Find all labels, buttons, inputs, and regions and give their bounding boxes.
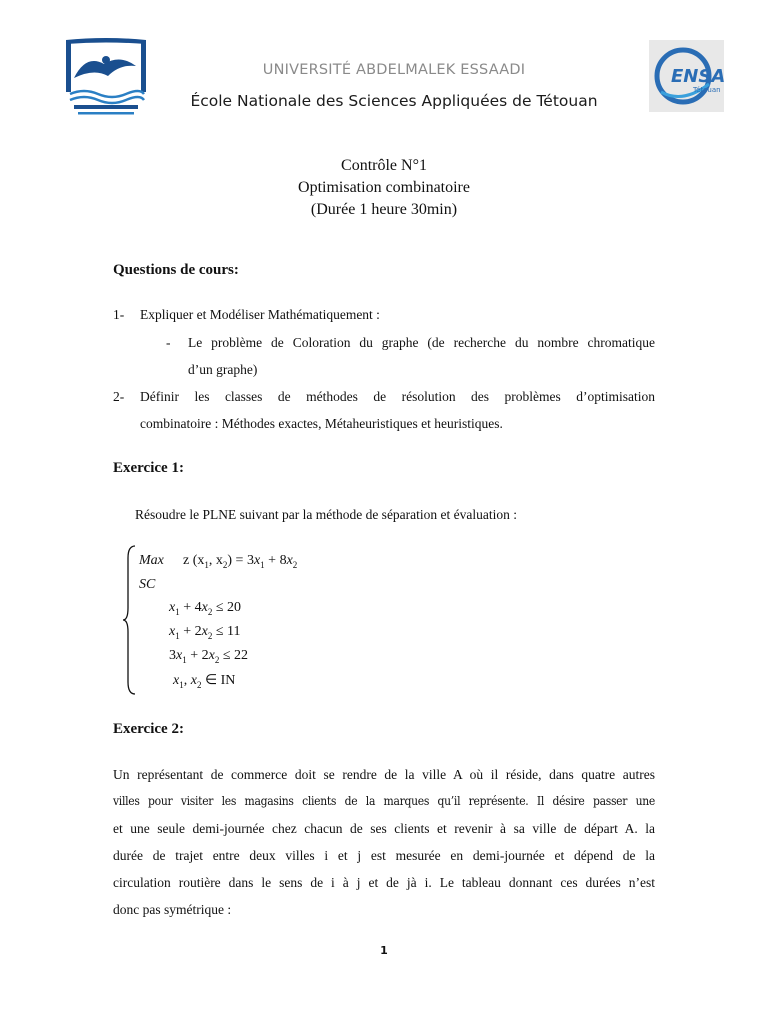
- q2-number: 2-: [113, 389, 125, 404]
- sc-label: SC: [139, 577, 156, 592]
- q1-text: Expliquer et Modéliser Mathématiquement :: [140, 307, 380, 322]
- q2-line1: Définir les classes de méthodes de résolution des problèmes d’optimisation: [140, 389, 655, 404]
- q1-number: 1-: [113, 307, 125, 322]
- exercice2-line: Un représentant de commerce doit se rendre de la ville A où il réside, dans quatre autres: [113, 767, 655, 782]
- constraint-2: $x_1 + 2x_2 \le 11$: [169, 624, 241, 641]
- university-name: UNIVERSITÉ ABDELMALEK ESSAADI: [262, 62, 526, 78]
- exercice2-line: donc pas symétrique :: [113, 902, 232, 917]
- q1-bullet: -: [166, 335, 171, 350]
- exam-title: Contrôle N°1: [341, 157, 427, 174]
- exercice2-heading: Exercice 2:: [113, 721, 184, 737]
- exercice2-line: et une seule demi-journée chez chacun de ses clients et revenir à sa ville de départ A. la: [113, 821, 655, 836]
- questions-heading: Questions de cours:: [113, 262, 239, 278]
- course-name: Optimisation combinatoire: [298, 179, 470, 196]
- page-number: 1: [380, 944, 388, 957]
- exercice2-line: durée de trajet entre deux villes i et j est mesurée en demi-journée et dépend de la: [113, 848, 655, 863]
- constraint-3: $3x_1 + 2x_2 \le 22$: [169, 648, 249, 665]
- constraint-domain: $x_1$, $x_2$ ∈ IN: [173, 673, 236, 690]
- exercice1-intro: Résoudre le PLNE suivant par la méthode de séparation et évaluation :: [135, 507, 518, 522]
- q2-line2: combinatoire : Méthodes exactes, Métaheuristiques et heuristiques.: [140, 416, 503, 431]
- exercice1-heading: Exercice 1:: [113, 460, 184, 476]
- system-brace: [121, 544, 137, 701]
- ensa-logo-text: ENSA: [671, 66, 724, 87]
- q1-sub-line2: d’un graphe): [188, 362, 258, 377]
- constraint-1: $x_1 + 4x_2 \le 20$: [169, 600, 242, 617]
- ensa-logo: [649, 40, 724, 112]
- q1-sub-line1: Le problème de Coloration du graphe (de recherche du nombre chromatique: [188, 335, 655, 350]
- objective-function: z ($x_1$, $x_2) = 3x_1 + 8x_2$: [183, 553, 298, 570]
- school-name: École Nationale des Sciences Appliquées de Tétouan: [190, 92, 598, 110]
- ensa-logo-subtext: Tétouan: [693, 86, 721, 94]
- exercice2-line: villes pour visiter les magasins clients de la marques qu’il représente. Il désire passer une: [113, 794, 655, 808]
- exercice2-line: circulation routière dans le sens de i à j et de jà i. Le tableau donnant ces durées n’est: [113, 875, 655, 890]
- exam-duration: (Durée 1 heure 30min): [310, 201, 458, 218]
- max-label: Max: [139, 553, 164, 568]
